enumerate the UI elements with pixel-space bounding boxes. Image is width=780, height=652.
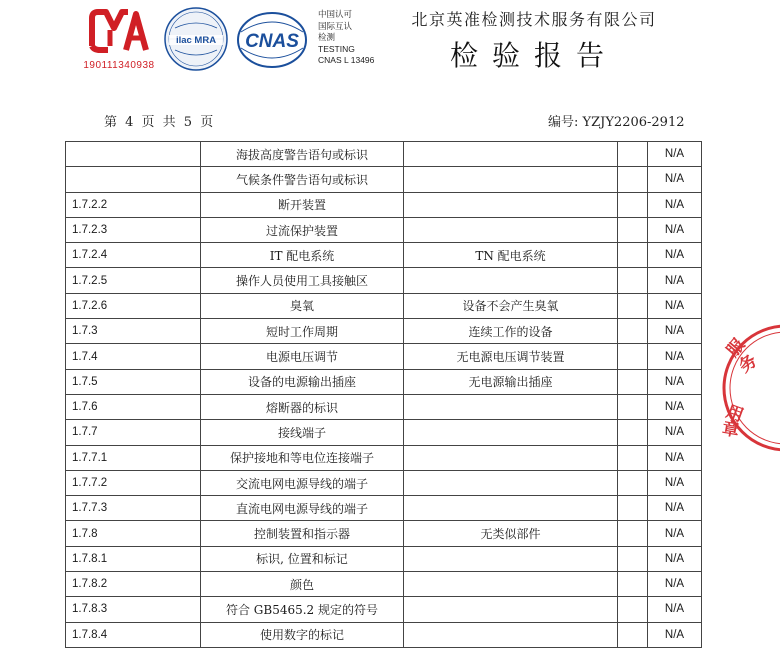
- requirement-cell: 颜色: [201, 572, 404, 597]
- remark-cell: [618, 420, 648, 445]
- requirement-cell: 短时工作周期: [201, 319, 404, 344]
- remark-cell: [618, 268, 648, 293]
- requirement-cell: 保护接地和等电位连接端子: [201, 445, 404, 470]
- clause-cell: 1.7.7: [66, 420, 201, 445]
- verdict-cell: N/A: [648, 217, 702, 242]
- remark-cell: [618, 217, 648, 242]
- remark-cell: [618, 369, 648, 394]
- result-cell: 无电源电压调节装置: [404, 344, 618, 369]
- result-cell: [404, 217, 618, 242]
- remark-cell: [618, 394, 648, 419]
- seal-char: 章: [720, 418, 741, 442]
- requirement-cell: 断开装置: [201, 192, 404, 217]
- result-cell: [404, 622, 618, 647]
- remark-cell: [618, 167, 648, 192]
- table-row: [66, 420, 702, 445]
- clause-cell: 1.7.2.5: [66, 268, 201, 293]
- requirement-cell: 臭氧: [201, 293, 404, 318]
- verdict-cell: N/A: [648, 572, 702, 597]
- table-row: [66, 344, 702, 369]
- seal-char: 服: [722, 335, 750, 362]
- clause-cell: 1.7.7.2: [66, 470, 201, 495]
- cert-line: 检测: [318, 32, 336, 42]
- table-row: [66, 470, 702, 495]
- verdict-cell: N/A: [648, 268, 702, 293]
- result-cell: [404, 268, 618, 293]
- cert-line: 国际互认: [318, 20, 353, 31]
- remark-cell: [618, 622, 648, 647]
- requirement-cell: 电源电压调节: [201, 344, 404, 369]
- remark-cell: [618, 572, 648, 597]
- cnas-logo-icon: [235, 10, 309, 70]
- table-row: [66, 572, 702, 597]
- table-row: [66, 496, 702, 521]
- result-cell: [404, 546, 618, 571]
- verdict-cell: N/A: [648, 597, 702, 622]
- verdict-cell: N/A: [648, 420, 702, 445]
- result-cell: TN 配电系统: [404, 243, 618, 268]
- result-cell: [404, 420, 618, 445]
- verdict-cell: N/A: [648, 470, 702, 495]
- remark-cell: [618, 470, 648, 495]
- requirement-cell: 交流电网电源导线的端子: [201, 470, 404, 495]
- requirement-cell: 使用数字的标记: [201, 622, 404, 647]
- report-number: 编号: YZJY2206-2912: [548, 115, 685, 130]
- clause-cell: 1.7.2.3: [66, 217, 201, 242]
- remark-cell: [618, 293, 648, 318]
- table-row: [66, 268, 702, 293]
- requirement-cell: 控制装置和指示器: [201, 521, 404, 546]
- table-row: [66, 521, 702, 546]
- result-cell: [404, 394, 618, 419]
- table-row: [66, 394, 702, 419]
- remark-cell: [618, 521, 648, 546]
- verdict-cell: N/A: [648, 622, 702, 647]
- result-cell: [404, 167, 618, 192]
- remark-cell: [618, 142, 648, 167]
- clause-cell: 1.7.8: [66, 521, 201, 546]
- result-cell: 连续工作的设备: [404, 319, 618, 344]
- clause-cell: 1.7.2.6: [66, 293, 201, 318]
- verdict-cell: N/A: [648, 344, 702, 369]
- seal-char: 用: [723, 401, 747, 427]
- table-row: [66, 142, 702, 167]
- table-row: [66, 622, 702, 647]
- cert-line: CNAS L 13496: [318, 55, 375, 65]
- table-row: [66, 445, 702, 470]
- cnas-text: CNAS: [245, 31, 299, 52]
- clause-cell: 1.7.3: [66, 319, 201, 344]
- clause-cell: 1.7.4: [66, 344, 201, 369]
- requirement-cell: 操作人员使用工具接触区: [201, 268, 404, 293]
- table-row: [66, 293, 702, 318]
- cma-logo: [80, 6, 158, 76]
- clause-cell: 1.7.8.3: [66, 597, 201, 622]
- cert-line: 中国认可: [318, 9, 353, 19]
- accreditation-text: [318, 9, 374, 67]
- clause-cell: 1.7.7.3: [66, 496, 201, 521]
- table-row: [66, 167, 702, 192]
- remark-cell: [618, 496, 648, 521]
- remark-cell: [618, 546, 648, 571]
- result-cell: [404, 445, 618, 470]
- clause-cell: [66, 167, 201, 192]
- cert-line: TESTING: [318, 43, 355, 54]
- requirement-cell: 气候条件警告语句或标识: [201, 167, 404, 192]
- clause-cell: 1.7.2.4: [66, 243, 201, 268]
- seal-char: 务: [735, 351, 761, 378]
- clause-cell: 1.7.8.1: [66, 546, 201, 571]
- inspection-table: [65, 141, 702, 648]
- result-cell: [404, 470, 618, 495]
- table-row: [66, 192, 702, 217]
- ilac-mra-logo-icon: [163, 6, 229, 72]
- verdict-cell: N/A: [648, 142, 702, 167]
- verdict-cell: N/A: [648, 293, 702, 318]
- cma-code: 190111340938: [83, 60, 155, 71]
- verdict-cell: N/A: [648, 445, 702, 470]
- table-row: [66, 243, 702, 268]
- requirement-cell: 符合 GB5465.2 规定的符号: [201, 597, 404, 622]
- clause-cell: 1.7.8.4: [66, 622, 201, 647]
- remark-cell: [618, 445, 648, 470]
- requirement-cell: 熔断器的标识: [201, 394, 404, 419]
- result-cell: [404, 142, 618, 167]
- requirement-cell: 过流保护装置: [201, 217, 404, 242]
- clause-cell: 1.7.6: [66, 394, 201, 419]
- remark-cell: [618, 597, 648, 622]
- verdict-cell: N/A: [648, 167, 702, 192]
- table-row: [66, 217, 702, 242]
- verdict-cell: N/A: [648, 546, 702, 571]
- requirement-cell: 标识, 位置和标记: [201, 546, 404, 571]
- report-title: 检验报告: [449, 39, 618, 72]
- cma-mark-icon: [84, 6, 154, 56]
- page-info: 第 4 页 共 5 页: [104, 115, 214, 130]
- clause-cell: 1.7.7.1: [66, 445, 201, 470]
- remark-cell: [618, 319, 648, 344]
- table-row: [66, 597, 702, 622]
- table-row: [66, 369, 702, 394]
- clause-cell: [66, 142, 201, 167]
- table-row: [66, 319, 702, 344]
- verdict-cell: N/A: [648, 192, 702, 217]
- clause-cell: 1.7.8.2: [66, 572, 201, 597]
- remark-cell: [618, 344, 648, 369]
- clause-cell: 1.7.2.2: [66, 192, 201, 217]
- result-cell: [404, 192, 618, 217]
- result-cell: 设备不会产生臭氧: [404, 293, 618, 318]
- requirement-cell: 海拔高度警告语句或标识: [201, 142, 404, 167]
- requirement-cell: IT 配电系统: [201, 243, 404, 268]
- company-name: 北京英准检测技术服务有限公司: [411, 10, 657, 29]
- remark-cell: [618, 192, 648, 217]
- result-cell: [404, 496, 618, 521]
- verdict-cell: N/A: [648, 521, 702, 546]
- verdict-cell: N/A: [648, 369, 702, 394]
- verdict-cell: N/A: [648, 319, 702, 344]
- ilac-text: ilac MRA: [175, 35, 217, 46]
- verdict-cell: N/A: [648, 496, 702, 521]
- verdict-cell: N/A: [648, 243, 702, 268]
- result-cell: [404, 597, 618, 622]
- verdict-cell: N/A: [648, 394, 702, 419]
- remark-cell: [618, 243, 648, 268]
- table-row: [66, 546, 702, 571]
- requirement-cell: 接线端子: [201, 420, 404, 445]
- result-cell: [404, 572, 618, 597]
- requirement-cell: 直流电网电源导线的端子: [201, 496, 404, 521]
- result-cell: 无类似部件: [404, 521, 618, 546]
- seal-stamp: [720, 322, 780, 454]
- result-cell: 无电源输出插座: [404, 369, 618, 394]
- table-body: [66, 142, 702, 648]
- clause-cell: 1.7.5: [66, 369, 201, 394]
- requirement-cell: 设备的电源输出插座: [201, 369, 404, 394]
